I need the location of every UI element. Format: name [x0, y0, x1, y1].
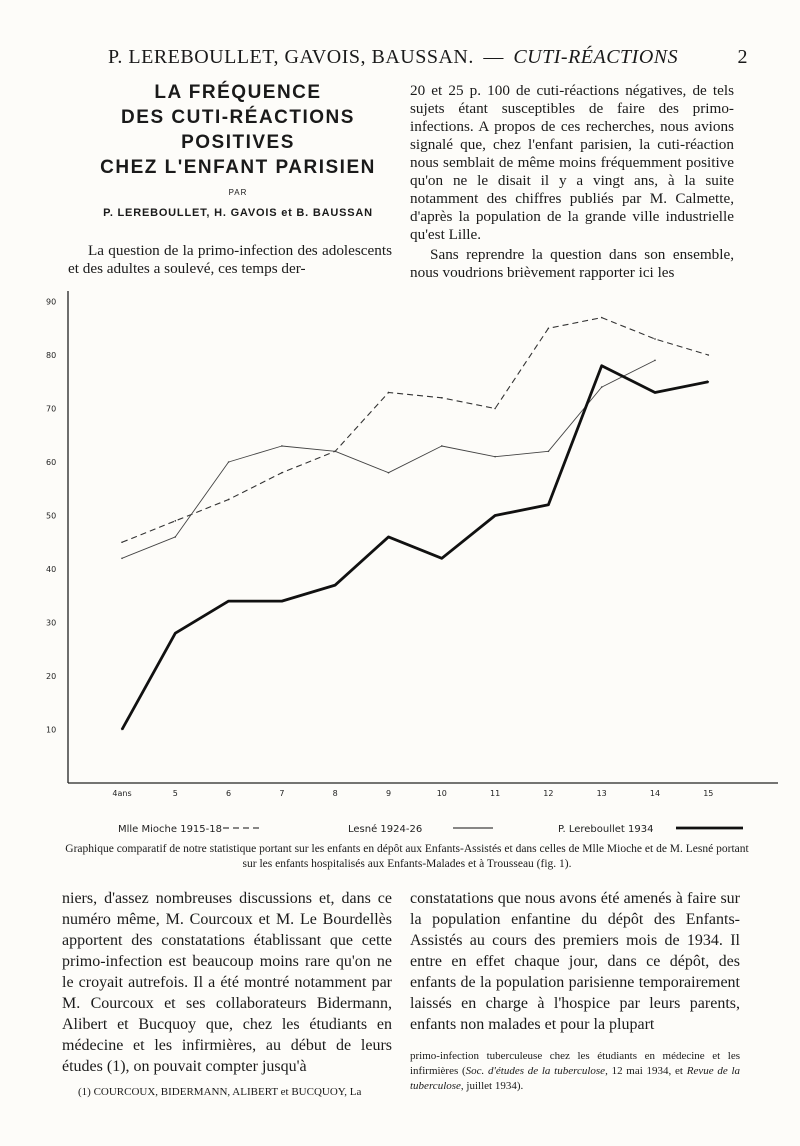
data-point [281, 472, 283, 474]
data-point [654, 360, 656, 362]
data-point [228, 499, 230, 501]
bottom-right-column [410, 888, 740, 1094]
legend-label: P. Lereboullet 1934 [558, 824, 654, 835]
intro-column [68, 242, 392, 278]
x-tick-label: 14 [649, 789, 661, 798]
data-point [228, 600, 230, 602]
top-right-column [410, 82, 734, 282]
y-tick-label: 60 [46, 458, 57, 467]
data-point [334, 584, 336, 586]
data-point [548, 451, 550, 453]
title-line-3: POSITIVES [181, 132, 295, 153]
data-point [601, 365, 603, 367]
legend-label: Mlle Mioche 1915-18 [118, 824, 222, 835]
chart-svg [38, 283, 778, 843]
bottom-left-column [62, 888, 392, 1100]
par-label: PAR [228, 188, 248, 197]
data-point [654, 338, 656, 340]
data-point [654, 392, 656, 394]
data-point [281, 445, 283, 447]
header-dash: — [483, 46, 504, 68]
x-tick-label: 12 [543, 789, 554, 798]
y-tick-label: 30 [46, 618, 57, 628]
data-point [228, 461, 230, 463]
data-point [548, 327, 550, 329]
byline: P. LEREBOULLET, H. GAVOIS et B. BAUSSAN [103, 207, 373, 219]
header-short-title: CUTI-RÉACTIONS [513, 46, 679, 68]
title-line-1: LA FRÉQUENCE [154, 82, 322, 103]
footnote-right-pre: primo-infection tuberculeuse chez les étudiants en médecine et les infirmières ( [410, 1050, 740, 1077]
footnote-right-mid: , 12 mai 1934, et [605, 1065, 687, 1077]
x-tick-label: 13 [596, 789, 607, 798]
footnote-right-journal-1: Soc. d'études de la tuberculose [465, 1065, 606, 1077]
y-tick-label: 90 [46, 297, 57, 307]
y-tick-label: 70 [46, 404, 57, 414]
data-point [441, 558, 443, 560]
x-tick-label: 11 [490, 789, 501, 798]
data-point [175, 520, 177, 522]
y-tick-label: 50 [46, 511, 57, 521]
article-title-block [68, 80, 408, 219]
footnote-right-post: , juillet 1934). [460, 1080, 524, 1092]
data-point [601, 386, 603, 388]
x-tick-label: 15 [703, 789, 714, 798]
top-right-paragraph-2: Sans reprendre la question dans son ensemble, nous voudrions brièvement rapporter ici les [410, 246, 734, 281]
data-point [708, 354, 710, 356]
footnote-left-text: (1) COURCOUX, BIDERMANN, ALIBERT et BUCQUOY, La [78, 1086, 362, 1098]
data-point [175, 632, 177, 634]
data-point [441, 445, 443, 447]
bottom-left-paragraph: niers, d'assez nombreuses discussions et, dans ce numéro même, M. Courcoux et M. Le Bourdellès apportent des constatations établissant que cette primo-infection est beaucoup moins rare qu'on ne le croyait autrefois. Il a été montré notamment par M. Courcoux et ses collaborateurs Bidermann, Alibert et Bucquoy que, chez les étudiants en médecine et les infirmières, au début de leurs études (1), on pouvait compter jusqu'à [62, 890, 392, 1075]
running-header [108, 46, 748, 69]
top-right-paragraph-1: 20 et 25 p. 100 de cuti-réactions négatives, de tels sujets étant susceptibles de faire des primo-infections. A propos de ces recherches, nous avions signalé que, chez l'enfant parisien, la cuti-réaction nous semblait de même moins fréquemment positive qu'on ne le disait il y a vingt ans, à la suite notamment des chiffres publiés par M. Calmette, d'après la population de la grande ville industrielle qu'est Lille. [410, 82, 734, 243]
x-tick-label: 7 [279, 789, 285, 798]
data-point [121, 558, 123, 560]
y-tick-label: 80 [46, 351, 57, 360]
data-point [388, 392, 390, 394]
legend-label: Lesné 1924-26 [348, 824, 423, 835]
data-point [388, 472, 390, 474]
x-tick-label: 6 [226, 789, 232, 798]
x-tick-label: 9 [385, 789, 392, 798]
chart-caption: Graphique comparatif de notre statistique portant sur les enfants en dépôt aux Enfants-Assistés et dans celles de Mlle Mioche et de M. Lesné portant sur les enfants hospitalisés aux Enfants-Malades et à Trousseau (fig. 1). [65, 843, 749, 870]
title-line-4: CHEZ L'ENFANT PARISIEN [100, 157, 376, 178]
intro-paragraph: La question de la primo-infection des adolescents et des adultes a soulevé, ces temps der- [68, 242, 392, 277]
data-point [121, 541, 123, 543]
series-line-dashed [122, 318, 708, 543]
y-tick-label: 20 [46, 672, 57, 681]
line-chart [38, 283, 778, 843]
x-tick-label: 10 [436, 789, 447, 798]
x-tick-label: 8 [332, 789, 338, 798]
data-point [121, 729, 123, 731]
data-point [494, 515, 496, 517]
series-line-thick [122, 366, 708, 730]
data-point [281, 600, 283, 602]
footnote-right-journal-2: Revue de la tuberculose [410, 1065, 741, 1092]
y-tick-label: 10 [46, 725, 57, 735]
x-tick-label: 4ans [112, 789, 132, 798]
data-point [708, 381, 710, 383]
data-point [494, 408, 496, 410]
data-point [601, 317, 603, 319]
x-tick-label: 5 [172, 789, 178, 798]
data-point [494, 456, 496, 458]
title-line-2: DES CUTI-RÉACTIONS [121, 107, 355, 128]
data-point [334, 451, 336, 453]
y-tick-label: 40 [46, 565, 57, 574]
data-point [388, 536, 390, 538]
footnote-left [62, 1085, 392, 1100]
data-point [175, 536, 177, 538]
data-point [548, 504, 550, 506]
page-number: 2 [737, 46, 748, 68]
series-line-thin [122, 360, 655, 558]
footnote-right [410, 1049, 740, 1094]
data-point [441, 397, 443, 399]
bottom-right-paragraph: constatations que nous avons été amenés à faire sur la population enfantine du dépôt des Enfants-Assistés au cours des premiers mois de 1934. Il entre en effet chaque jour, dans ce dépôt, des enfants de la population parisienne temporairement laissés en charge à l'hospice par leurs parents, enfants non malades et pour la plupart [410, 890, 740, 1033]
header-authors: P. LEREBOULLET, GAVOIS, BAUSSAN. [108, 46, 474, 68]
